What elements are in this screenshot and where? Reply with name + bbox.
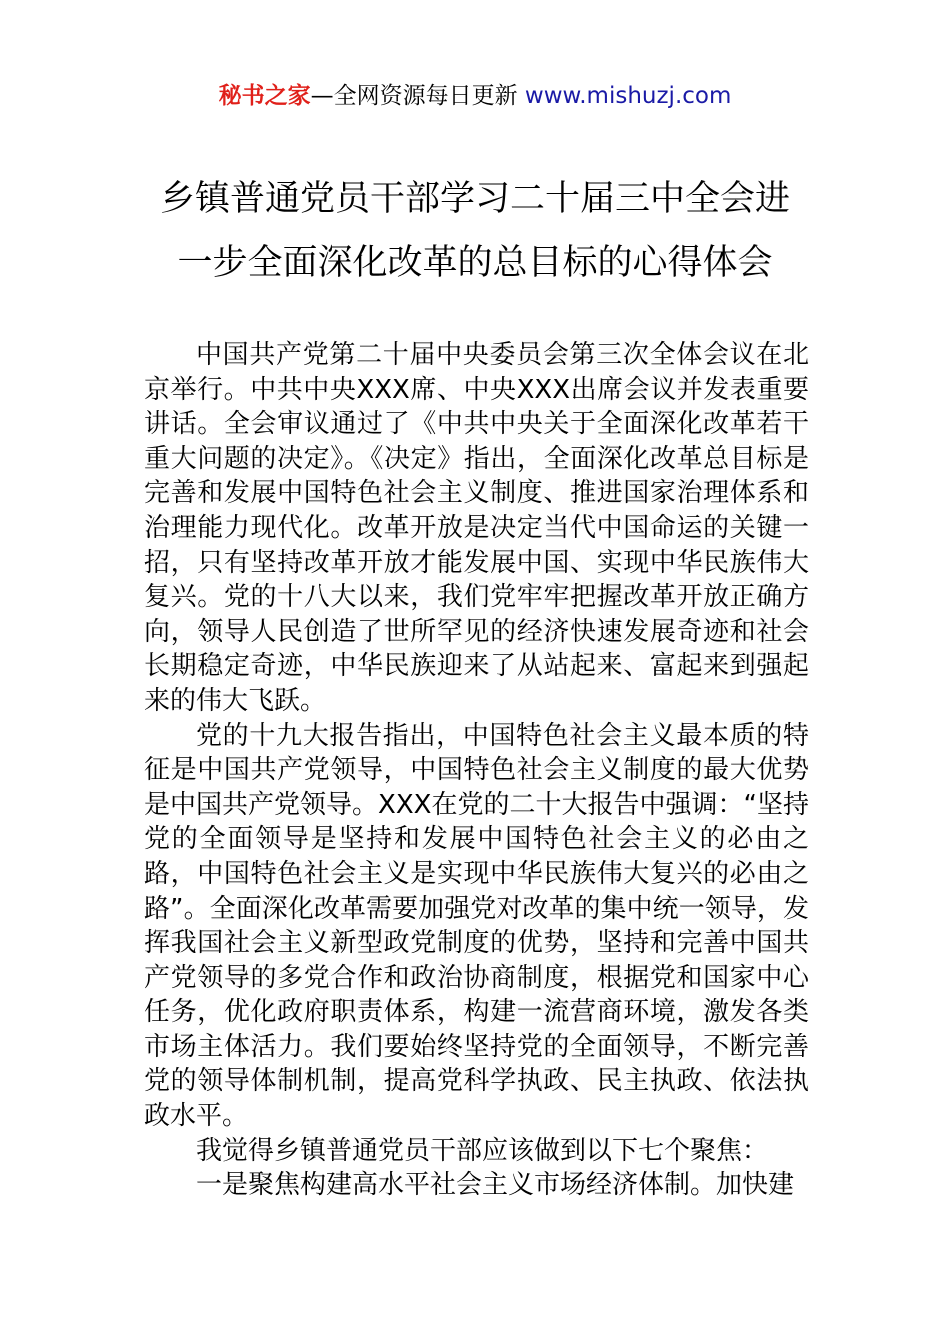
document-body <box>144 338 809 1203</box>
paragraph-2: 党的十九大报告指出，中国特色社会主义最本质的特征是中国共产党领导，中国特色社会主义制度的最大优势是中国共产党领导。XXX在党的二十大报告中强调：“坚持党的全面领导是坚持和发展中国特色社会主义的必由之路，中国特色社会主义是实现中华民族伟大复兴的必由之路”。全面深化改革需要加强党对改革的集中统一领导，发挥我国社会主义新型政党制度的优势，坚持和完善中国共产党领导的多党合作和政治协商制度，根据党和国家中心任务，优化政府职责体系，构建一流营商环境，激发各类市场主体活力。我们要始终坚持党的全面领导，不断完善党的领导体制机制，提高党科学执政、民主执政、依法执政水平。 <box>144 720 809 1132</box>
document-title-line-1: 乡镇普通党员干部学习二十届三中全会进 <box>159 179 790 219</box>
paragraph-1: 中国共产党第二十届中央委员会第三次全体会议在北京举行。中共中央XXX席、中央XXX出席会议并发表重要讲话。全会审议通过了《中共中央关于全面深化改革若干重大问题的决定》。《决定》指出，全面深化改革总目标是完善和发展中国特色社会主义制度、推进国家治理体系和治理能力现代化。改革开放是决定当代中国命运的关键一招，只有坚持改革开放才能发展中国、实现中华民族伟大复兴。党的十八大以来，我们党牢牢把握改革开放正确方向，领导人民创造了世所罕见的经济快速发展奇迹和社会长期稳定奇迹，中华民族迎来了从站起来、富起来到强起来的伟大飞跃。 <box>144 340 809 716</box>
site-tagline: —全网资源每日更新 <box>310 83 525 109</box>
paragraph-3: 我觉得乡镇普通党员干部应该做到以下七个聚焦： <box>196 1135 769 1166</box>
paragraph-4: 一是聚焦构建高水平社会主义市场经济体制。加快建 <box>196 1170 795 1201</box>
site-header <box>0 80 950 112</box>
site-brand: 秘书之家 <box>218 83 311 109</box>
site-url-link[interactable]: www.mishuzj.com <box>524 83 732 109</box>
document-title-line-2: 一步全面深化改革的总目标的心得体会 <box>177 243 773 283</box>
document-title <box>100 167 850 295</box>
